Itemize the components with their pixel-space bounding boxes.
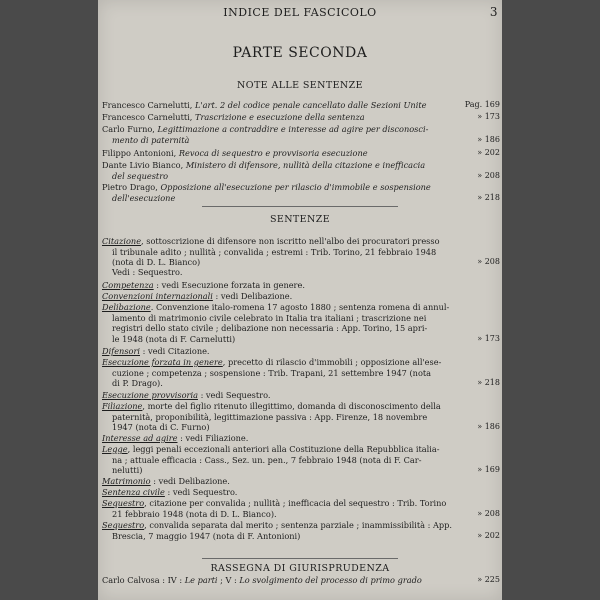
sentenza-text: : vedi Esecuzione forzata in genere.: [153, 280, 305, 290]
sentenza-text: : vedi Filiazione.: [177, 433, 249, 443]
sentenza-text: : vedi Sequestro.: [164, 487, 238, 497]
sentenza-text-cont: paternità, proponibilità, legittimazione passiva : App. Firenze, 18 novembre: [112, 411, 428, 422]
sentenza-text-cont: di P. Drago).: [112, 378, 163, 388]
document-page: [98, 0, 502, 600]
sentenza-subject: Sequestro: [102, 498, 145, 508]
sentenza-entry: [102, 401, 500, 433]
note-title: L'art. 2 del codice penale cancellato dalle Sezioni Unite: [194, 100, 427, 110]
sentenza-page: » 208: [477, 257, 500, 266]
note-title: Ministero di difensore, nullità della citazione e inefficacia: [185, 160, 426, 170]
sentenze-heading: SENTENZE: [269, 214, 331, 225]
sentenza-text: , precetto di rilascio d'immobili ; opposizione all'ese-: [222, 357, 442, 367]
note-author: Carlo Furno,: [102, 124, 158, 134]
note-entry: [102, 148, 500, 159]
running-title: INDICE DEL FASCICOLO: [223, 6, 377, 19]
rassegna-entry: [102, 575, 500, 586]
note-entry: [102, 160, 500, 181]
sentenza-text-cont: le 1948 (nota di F. Carnelutti): [112, 333, 236, 344]
sentenza-entry: [102, 357, 500, 389]
sentenza-entry: [102, 487, 500, 498]
sentenza-subject: Sequestro: [102, 520, 145, 530]
sentenza-text-cont: (nota di D. L. Bianco): [112, 257, 201, 267]
page-number: 3: [489, 5, 498, 19]
note-author: Pietro Drago,: [102, 182, 161, 192]
sentenza-text-cont: na ; attuale efficacia : Cass., Sez. un. pen., 7 febbraio 1948 (nota di F. Car-: [112, 454, 422, 465]
note-author: Dante Livio Bianco,: [102, 160, 186, 170]
note-entry: [102, 100, 500, 111]
sentenza-text-cont: lamento di matrimonio civile celebrato in Italia tra italiani ; trascrizione nei: [112, 312, 427, 323]
sentenza-text-cont: 21 febbraio 1948 (nota di D. L. Bianco).: [112, 508, 277, 519]
sentenza-page: » 218: [477, 378, 500, 387]
sentenza-subject: Esecuzione forzata in genere: [102, 357, 223, 367]
note-title-cont: mento di paternità: [112, 134, 190, 145]
sentenza-subject: Sentenza civile: [102, 487, 165, 497]
running-header: [98, 6, 502, 24]
sentenza-text-cont: Vedi : Sequestro.: [112, 267, 183, 277]
sentenza-subject: Filiazione: [102, 401, 143, 411]
rassegna-heading: RASSEGNA DI GIURISPRUDENZA: [210, 563, 390, 574]
note-page: » 202: [477, 148, 500, 157]
sentenza-subject: Interesse ad agire: [102, 433, 178, 443]
note-title: Trascrizione e esecuzione della sentenza: [194, 112, 365, 122]
note-author: Francesco Carnelutti,: [102, 100, 195, 110]
sentenza-text-cont: cuzione ; competenza ; sospensione : Trib. Trapani, 21 settembre 1947 (nota: [112, 367, 432, 378]
sentenza-text: , citazione per convalida ; nullità ; inefficacia del sequestro : Trib. Torino: [144, 498, 447, 508]
rassegna-author: Carlo Calvosa : IV :: [102, 575, 185, 585]
note-page: » 186: [477, 134, 500, 144]
note-author: Filippo Antonioni,: [102, 148, 179, 158]
sentenza-page: » 173: [477, 333, 500, 343]
note-title-cont: del sequestro: [112, 170, 169, 181]
note-entry: [102, 124, 500, 145]
sentenza-entry: [102, 267, 500, 278]
sentenza-text-cont: registri dello stato civile ; delibazione non necessaria : App. Torino, 15 apri-: [112, 323, 428, 333]
note-page: » 208: [477, 170, 500, 180]
sentenza-text: , leggi penali eccezionali anteriori alla Costituzione della Repubblica italia-: [127, 444, 440, 454]
note-entry: [102, 182, 500, 203]
sentenza-subject: Matrimonio: [102, 476, 151, 486]
sentenza-text-cont: il tribunale adito ; nullità ; convalida ; estremi : Trib. Torino, 21 febbraio 1948: [112, 246, 437, 257]
divider: [202, 206, 398, 207]
rassegna-title-2: Lo svolgimento del processo di primo grado: [239, 575, 422, 585]
sentenza-subject: Difensori: [102, 346, 140, 356]
sentenza-entry: [102, 498, 500, 519]
sentenza-text-cont: Brescia, 7 maggio 1947 (nota di F. Antonioni): [112, 530, 301, 541]
sentenza-text: , convalida separata dal merito ; sentenza parziale ; inammissibilità : App.: [144, 520, 452, 530]
sentenza-entry: [102, 433, 500, 444]
sentenza-page: » 186: [477, 422, 500, 431]
note-page: Pag. 169: [464, 100, 500, 109]
sentenza-entry: [102, 236, 500, 268]
sentenza-subject: Convenzioni internazionali: [102, 291, 213, 301]
sentenza-subject: Delibazione: [102, 302, 151, 312]
sentenza-entry: [102, 444, 500, 476]
rassegna-title-1: Le parti: [184, 575, 218, 585]
sentenza-page: » 202: [477, 530, 500, 540]
sentenza-entry: [102, 520, 500, 541]
sentenza-text: , sottoscrizione di difensore non iscritto nell'albo dei procuratori presso: [141, 236, 440, 246]
sentenza-entry: [102, 280, 500, 291]
sentenza-subject: Competenza: [102, 280, 154, 290]
sentenza-text: : vedi Citazione.: [140, 346, 210, 356]
sentenza-text-cont: 1947 (nota di C. Furno): [112, 422, 210, 432]
sentenza-entry: [102, 302, 500, 344]
sentenza-text: : vedi Delibazione.: [150, 476, 230, 486]
sentenza-text: : vedi Sequestro.: [197, 390, 271, 400]
sentenza-text: . Convenzione italo-romena 17 agosto 1880 ; sentenza romena di annul-: [150, 302, 450, 312]
note-title: Legittimazione a contraddire e interesse ad agire per disconosci-: [157, 124, 429, 134]
sentenza-entry: [102, 476, 500, 487]
sentenza-text: , morte del figlio ritenuto illegittimo, domanda di disconoscimento della: [142, 401, 441, 411]
section-title: PARTE SECONDA: [232, 45, 368, 61]
note-title: Revoca di sequestro e provvisoria esecuzione: [178, 148, 368, 158]
rassegna-page: » 225: [477, 575, 500, 584]
sentenza-text: : vedi Delibazione.: [212, 291, 293, 301]
sentenza-subject: Esecuzione provvisoria: [102, 390, 198, 400]
sentenza-page: » 169: [477, 465, 500, 474]
note-title: Opposizione all'esecuzione per rilascio d'immobile e sospensione: [160, 182, 431, 192]
sentenza-subject: Legge: [102, 444, 128, 454]
sentenza-entry: [102, 346, 500, 357]
note-page: » 173: [477, 112, 500, 121]
sentenza-subject: Citazione: [102, 236, 142, 246]
sentenza-entry: [102, 390, 500, 401]
rassegna-sep: ; V :: [217, 575, 240, 585]
note-entry: [102, 112, 500, 123]
sentenza-text-cont: nelutti): [112, 465, 143, 475]
sentenza-page: » 208: [477, 508, 500, 518]
note-page: » 218: [477, 192, 500, 202]
note-title-cont: dell'esecuzione: [112, 192, 176, 203]
notes-heading: NOTE ALLE SENTENZE: [237, 80, 363, 91]
divider: [202, 558, 398, 559]
note-author: Francesco Carnelutti,: [102, 112, 195, 122]
sentenza-entry: [102, 291, 500, 302]
